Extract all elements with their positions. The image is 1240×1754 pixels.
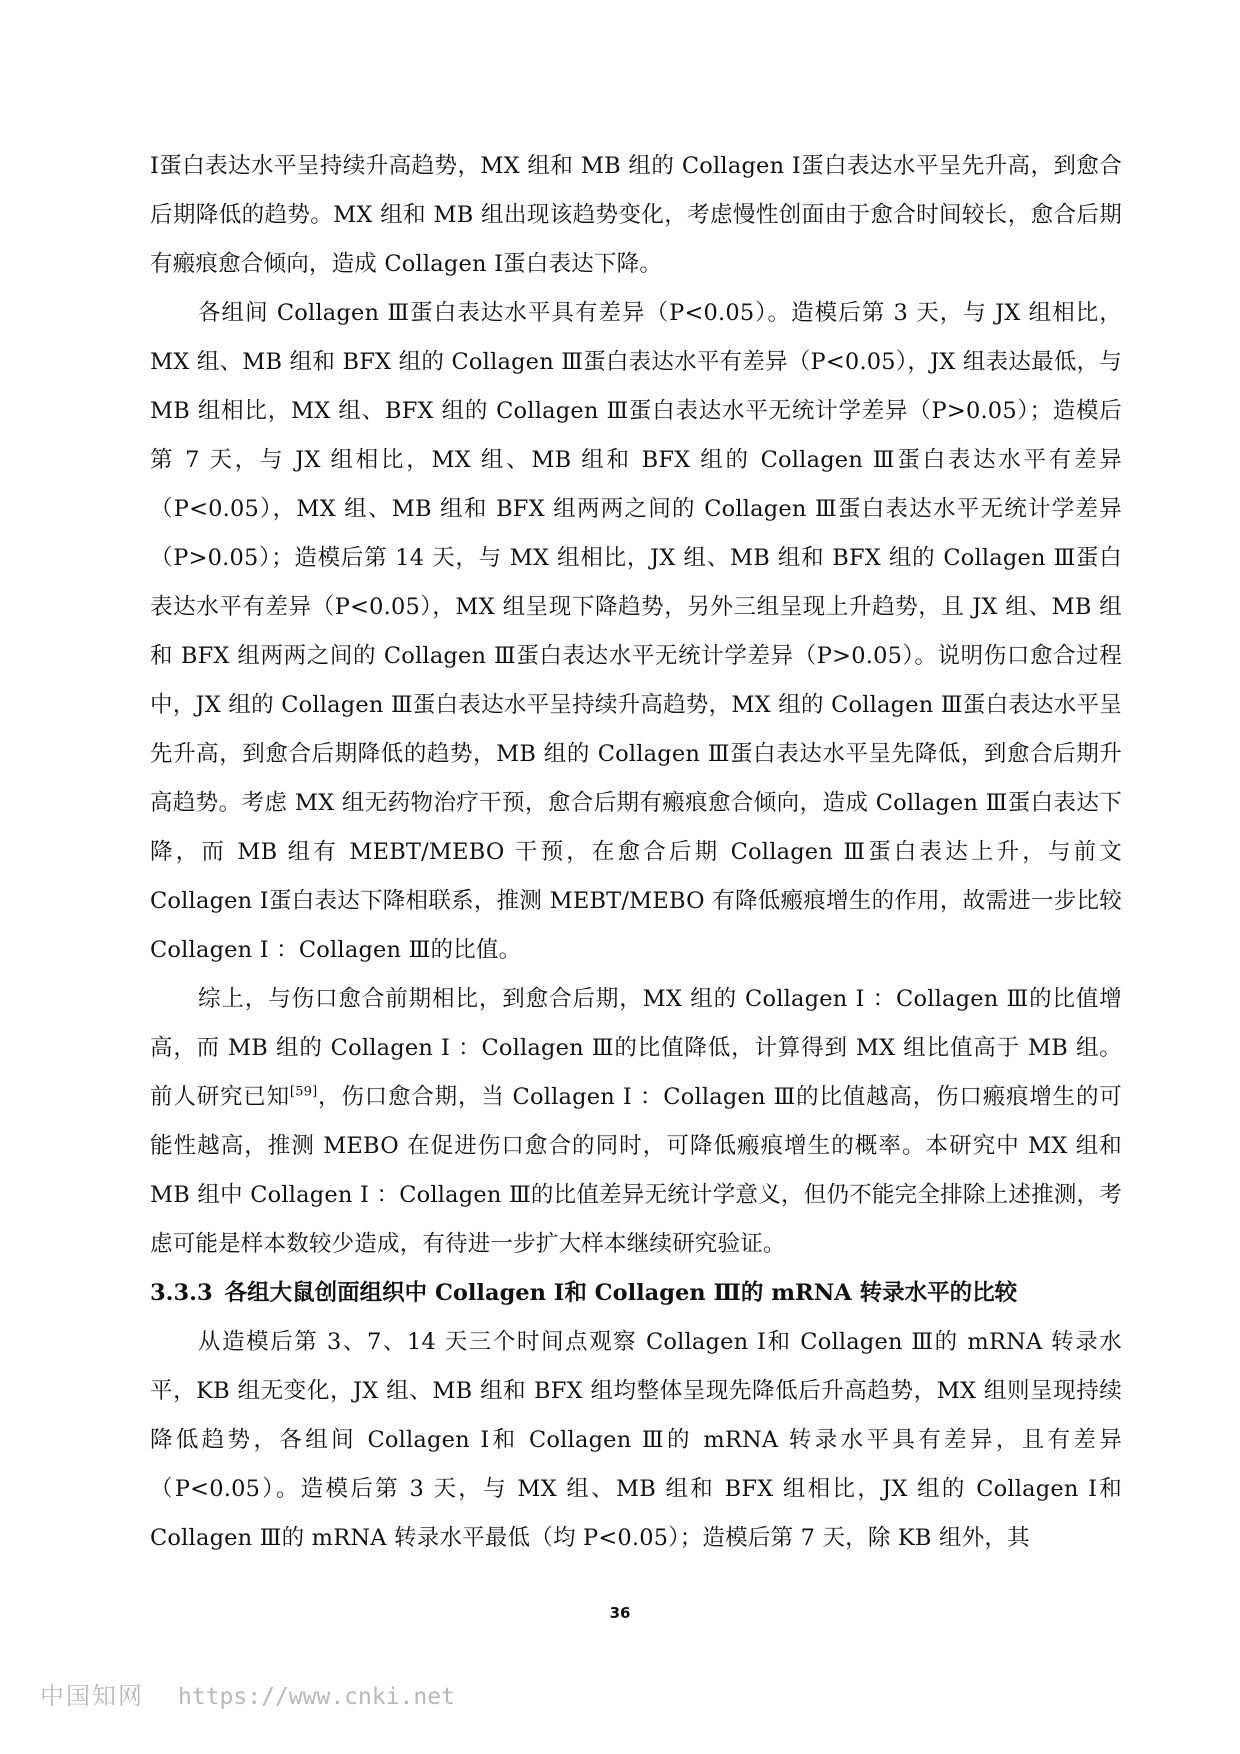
- citation-reference: [59]: [289, 1084, 318, 1100]
- cnki-watermark: [40, 1676, 455, 1711]
- paragraph-3-text: 综上，与伤口愈合前期相比，到愈合后期，MX 组的 Collagen I ：Collagen Ⅲ的比值增高，而 MB 组的 Collagen I ：Collagen Ⅲ的比值降低，计算得到 MX 组比值高于 MB 组。前人研究已知[59]，伤口愈合期，当 Collagen I ：Collagen Ⅲ的比值越高，伤口瘢痕增生的可能性越高，推测 MEBO 在促进伤口愈合的同时，可降低瘢痕增生的概率。本研究中 MX 组和 MB 组中 Collagen I ：Collagen Ⅲ的比值差异无统计学意义，但仍不能完全排除上述推测，考虑可能是样本数较少造成，有待进一步扩大样本继续研究验证。: [150, 986, 1122, 1257]
- section-number: 3.3.3: [150, 1280, 213, 1306]
- paragraph-2: 各组间 Collagen Ⅲ蛋白表达水平具有差异（P<0.05）。造模后第 3 天，与 JX 组相比，MX 组、MB 组和 BFX 组的 Collagen Ⅲ蛋白表达水平有差异（P<0.05），JX 组表达最低，与 MB 组相比，MX 组、BFX 组的 Collagen Ⅲ蛋白表达水平无统计学差异（P>0.05）；造模后第 7 天，与 JX 组相比，MX 组、MB 组和 BFX 组的 Collagen Ⅲ蛋白表达水平有差异（P<0.05），MX 组、MB 组和 BFX 组两两之间的 Collagen Ⅲ蛋白表达水平无统计学差异（P>0.05）；造模后第 14 天，与 MX 组相比，JX 组、MB 组和 BFX 组的 Collagen Ⅲ蛋白表达水平有差异（P<0.05），MX 组呈现下降趋势，另外三组呈现上升趋势，且 JX 组、MB 组和 BFX 组两两之间的 Collagen Ⅲ蛋白表达水平无统计学差异（P>0.05）。说明伤口愈合过程中，JX 组的 Collagen Ⅲ蛋白表达水平呈持续升高趋势，MX 组的 Collagen Ⅲ蛋白表达水平呈先升高，到愈合后期降低的趋势，MB 组的 Collagen Ⅲ蛋白表达水平呈先降低，到愈合后期升高趋势。考虑 MX 组无药物治疗干预，愈合后期有瘢痕愈合倾向，造成 Collagen Ⅲ蛋白表达下降，而 MB 组有 MEBT/MEBO 干预，在愈合后期 Collagen Ⅲ蛋白表达上升，与前文 Collagen I蛋白表达下降相联系，推测 MEBT/MEBO 有降低瘢痕增生的作用，故需进一步比较 Collagen I ：Collagen Ⅲ的比值。: [150, 300, 1122, 963]
- paragraph-3: [150, 975, 1122, 1269]
- watermark-url: https://www.cnki.net: [178, 1684, 455, 1710]
- page-number: 36: [609, 1604, 631, 1622]
- watermark-logo-text: 中国知网: [40, 1682, 144, 1710]
- section-paragraph: 从造模后第 3、7、14 天三个时间点观察 Collagen I和 Collagen Ⅲ的 mRNA 转录水平，KB 组无变化，JX 组、MB 组和 BFX 组均整体呈现先降低后升高趋势，MX 组则呈现持续降低趋势，各组间 Collagen I和 Collagen Ⅲ的 mRNA 转录水平具有差异，且有差异（P<0.05）。造模后第 3 天，与 MX 组、MB 组和 BFX 组相比，JX 组的 Collagen I和 Collagen Ⅲ的 mRNA 转录水平最低（均 P<0.05）；造模后第 7 天，除 KB 组外，其: [150, 1329, 1122, 1551]
- page-body: [150, 142, 1122, 1563]
- section-title: 各组大鼠创面组织中 Collagen I和 Collagen Ⅲ的 mRNA 转录水平的比较: [224, 1280, 1018, 1306]
- paragraph-1: I蛋白表达水平呈持续升高趋势，MX 组和 MB 组的 Collagen I蛋白表达水平呈先升高，到愈合后期降低的趋势。MX 组和 MB 组出现该趋势变化，考虑慢性创面由于愈合时间较长，愈合后期有瘢痕愈合倾向，造成 Collagen I蛋白表达下降。: [150, 153, 1122, 277]
- section-heading: [150, 1269, 1122, 1318]
